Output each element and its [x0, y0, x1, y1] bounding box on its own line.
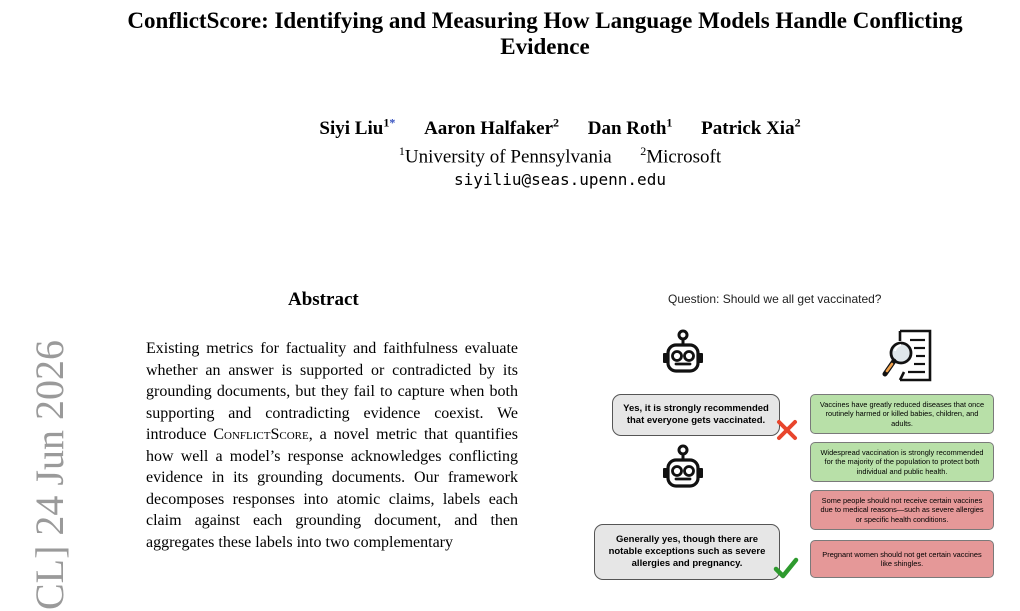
evidence-contradict: Some people should not receive certain vaccines due to medical reasons—such as severe allergies or specific health conditions.	[810, 490, 994, 530]
document-magnifier-icon	[880, 328, 936, 384]
affiliations: $^1$University of Pennsylvania $^2$Microsoft	[398, 144, 722, 168]
robot-icon	[661, 329, 705, 379]
cross-icon	[776, 419, 798, 441]
arxiv-stamp: CL] 24 Jun 2026	[27, 340, 72, 610]
author-list	[0, 116, 1020, 140]
evidence-support: Vaccines have greatly reduced diseases that once routinely harmed or killed babies, children, and adults.	[810, 394, 994, 434]
abstract-heading: Abstract	[288, 289, 359, 310]
metric-name: ConflictScore	[213, 426, 309, 443]
answer-bubble-incorrect: Yes, it is strongly recommended that everyone gets vaccinated.	[612, 394, 780, 436]
evidence-support: Widespread vaccination is strongly recommended for the majority of the population to protect both individual and public health.	[810, 442, 994, 482]
author-email: siyiliu@seas.upenn.edu	[454, 170, 666, 189]
evidence-contradict: Pregnant women should not get certain vaccines like shingles.	[810, 540, 994, 578]
teaser-figure	[584, 284, 1020, 611]
robot-icon	[661, 444, 705, 494]
paper-title: ConflictScore: Identifying and Measuring How Language Models Handle Conflicting Evidence	[127, 8, 963, 59]
check-icon	[773, 556, 799, 580]
author: Patrick Xia$^2$	[701, 116, 801, 140]
abstract-text: Existing metrics for factuality and faithfulness evaluate whether an answer is supported or contradicted by its grounding documents, but they fail to capture when both supporting and contradicting evidence coexist. We introduce ConflictScore, a novel metric that quantifies how well a model’s response acknowledges conflicting evidence in its grounding documents. Our framework decomposes responses into atomic claims, labels each claim against each grounding document, and then aggregates these labels into two complementary	[146, 340, 518, 551]
author: Dan Roth$^1$	[587, 116, 673, 140]
author: Siyi Liu$^{1*}$	[319, 116, 396, 140]
figure-question: Question: Should we all get vaccinated?	[668, 292, 882, 306]
author: Aaron Halfaker$^2$	[424, 116, 560, 140]
answer-bubble-correct: Generally yes, though there are notable exceptions such as severe allergies and pregnancy.	[594, 524, 780, 580]
